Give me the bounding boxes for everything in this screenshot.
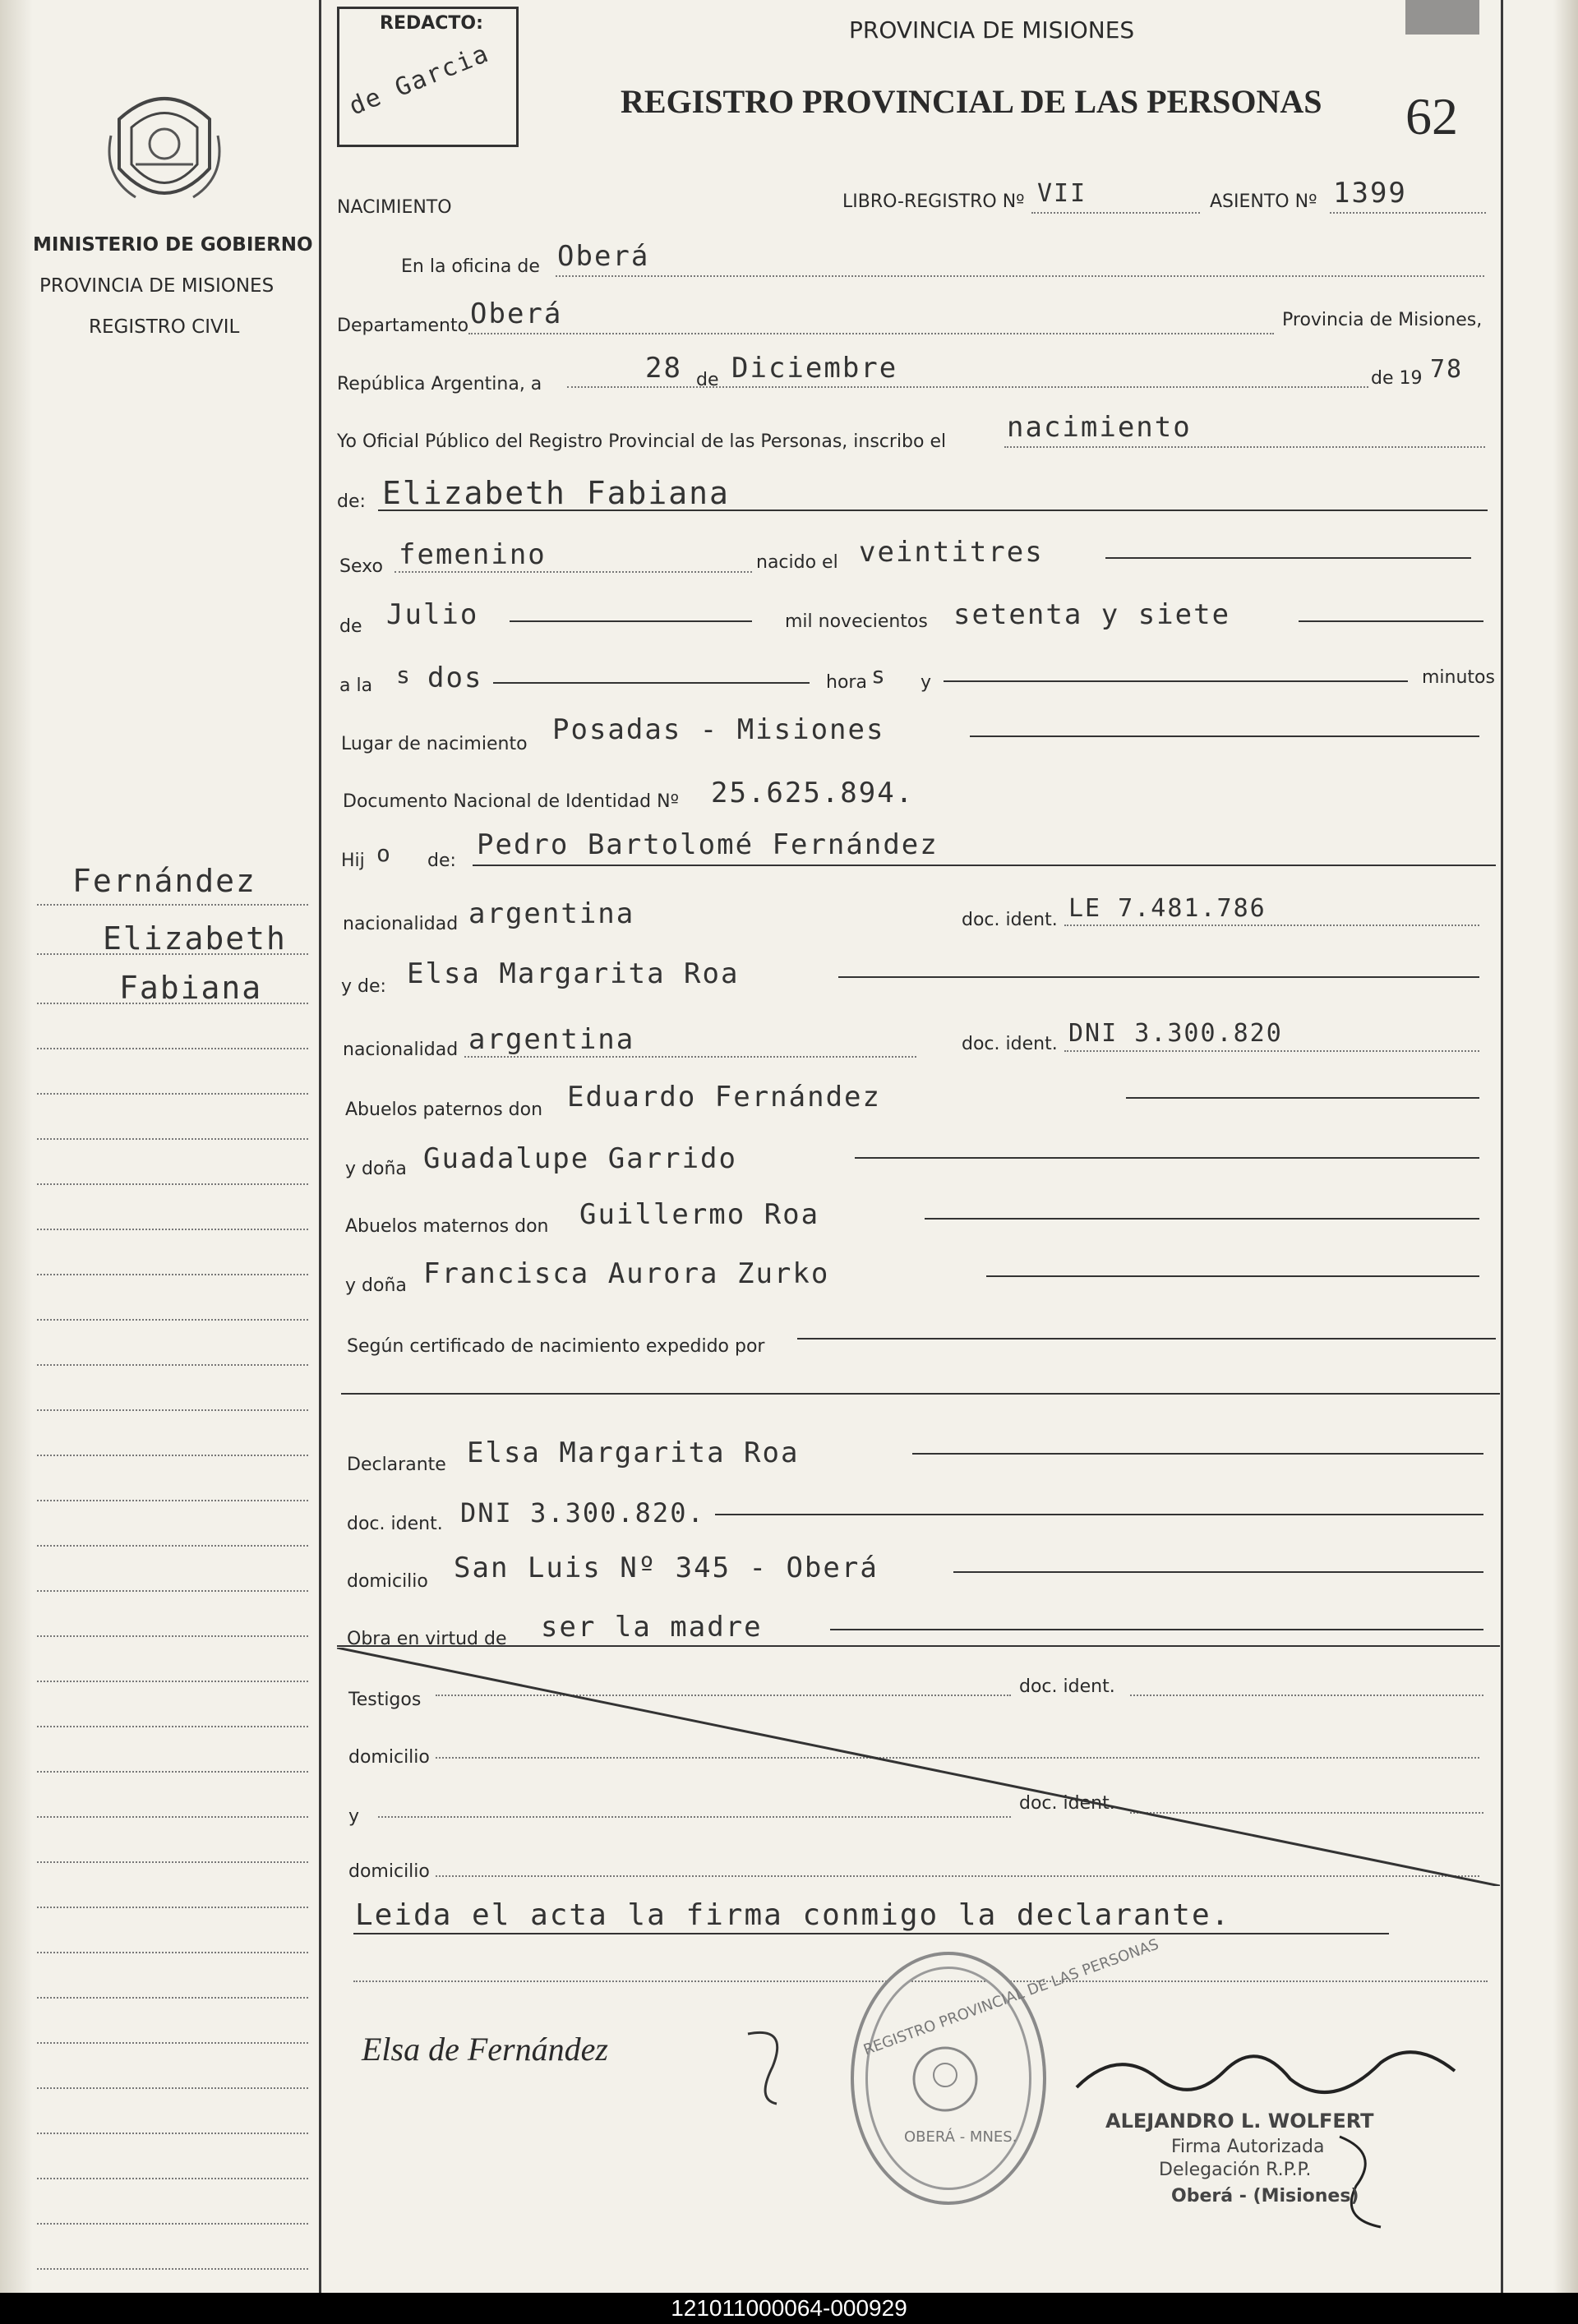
provincia-label: Provincia de Misiones,	[1282, 310, 1483, 330]
certificado-label: Según certificado de nacimiento expedido por	[347, 1336, 765, 1357]
margin-note-first-name: Elizabeth	[103, 920, 287, 957]
margin-note-second-name: Fabiana	[119, 970, 263, 1006]
testigo1-doc-label: doc. ident.	[1019, 1676, 1115, 1697]
registry-title: REGISTRO PROVINCIAL DE LAS PERSONAS	[621, 83, 1322, 120]
oficina-value: Oberá	[557, 240, 650, 273]
official-place: Oberá - (Misiones)	[1171, 2186, 1359, 2206]
sexo-label: Sexo	[339, 556, 383, 577]
horas-suffix: s	[871, 662, 887, 689]
libro-value: VII	[1037, 179, 1087, 208]
page-number: 62	[1405, 87, 1458, 145]
right-margin-line	[1501, 0, 1503, 2293]
declarante-doc-label: doc. ident.	[347, 1514, 443, 1534]
hijo-label: Hij	[341, 851, 365, 871]
declarante-signature: Elsa de Fernández	[362, 2031, 608, 2068]
margin-note-surname: Fernández	[72, 863, 256, 899]
stamp-sub: OBERÁ - MNES.	[904, 2128, 1017, 2146]
y-label: y	[920, 672, 932, 693]
horas-label: hora	[826, 672, 867, 693]
abuelo-materno: Guillermo Roa	[579, 1198, 820, 1231]
record-type: NACIMIENTO	[337, 197, 452, 218]
right-shadow	[1553, 0, 1578, 2293]
dni-label: Documento Nacional de Identidad Nº	[343, 791, 679, 812]
hora-value: dos	[427, 662, 483, 694]
departamento-value: Oberá	[470, 297, 563, 330]
testigos-label: Testigos	[348, 1690, 422, 1710]
redacto-value: de Garcia	[345, 39, 494, 122]
redacto-label: REDACTO:	[380, 13, 483, 34]
abuelo-paterno: Eduardo Fernández	[567, 1081, 881, 1114]
madre-nacionalidad: argentina	[468, 1023, 635, 1056]
hijo-suffix: o	[376, 840, 392, 867]
lugar-label: Lugar de nacimiento	[341, 734, 528, 754]
left-shadow	[0, 0, 33, 2293]
nombre-label: de:	[337, 491, 366, 512]
padre-nacionalidad: argentina	[468, 897, 635, 930]
stamp-emblem-icon	[908, 2042, 982, 2116]
abuela-materna: Francisca Aurora Zurko	[423, 1257, 830, 1290]
barcode-footer: 121011000064-000929	[0, 2293, 1578, 2324]
madre-de-label: y de:	[341, 976, 386, 997]
nacido-mes: Julio	[386, 598, 479, 631]
left-province-label: PROVINCIA DE MISIONES	[39, 275, 275, 297]
madre-doc-label: doc. ident.	[962, 1034, 1058, 1054]
declarante-label: Declarante	[347, 1455, 446, 1475]
asiento-label: ASIENTO Nº	[1210, 191, 1317, 212]
fecha-dia: 28	[645, 352, 682, 385]
testigo2-y-label: y	[348, 1806, 360, 1827]
obra-label: Obra en virtud de	[347, 1629, 507, 1649]
province-header: PROVINCIA DE MISIONES	[849, 16, 1135, 44]
torn-mark	[1405, 0, 1479, 35]
oficina-label: En la oficina de	[401, 256, 540, 277]
padre-de-label: de:	[427, 851, 456, 871]
domicilio-label: domicilio	[347, 1571, 428, 1592]
madre-nacionalidad-label: nacionalidad	[343, 1040, 459, 1060]
testigo2-doc-label: doc. ident.	[1019, 1793, 1115, 1814]
domicilio-value: San Luis Nº 345 - Oberá	[454, 1552, 879, 1584]
lugar-value: Posadas - Misiones	[552, 713, 885, 746]
cancel-diagonal	[337, 1648, 1500, 1886]
a-la-label: a la	[339, 676, 373, 696]
sexo-value: femenino	[399, 538, 547, 571]
nombre-value: Elizabeth Fabiana	[382, 475, 730, 511]
inscribo-value: nacimiento	[1007, 411, 1192, 444]
nacido-label: nacido el	[756, 552, 838, 573]
minutos-label: minutos	[1422, 667, 1495, 688]
civil-registry-label: REGISTRO CIVIL	[89, 316, 240, 338]
a-la-value: s	[396, 662, 412, 689]
dni-value: 25.625.894.	[711, 777, 915, 809]
fecha-anio: 78	[1430, 355, 1464, 384]
padre-doc-label: doc. ident.	[962, 910, 1058, 930]
madre-name: Elsa Margarita Roa	[407, 957, 740, 990]
fecha-de-label: de	[696, 370, 719, 390]
anio-label: de 19	[1371, 368, 1423, 389]
nacido-de-label: de	[339, 616, 362, 637]
obra-value: ser la madre	[541, 1611, 763, 1644]
abuelos-paternos-label: Abuelos paternos don	[345, 1100, 543, 1120]
abuela-materna-label: y doña	[345, 1275, 407, 1296]
signature-flourish	[740, 2017, 797, 2108]
padre-name: Pedro Bartolomé Fernández	[477, 828, 939, 861]
declarante-name: Elsa Margarita Roa	[467, 1436, 800, 1469]
official-delegation: Delegación R.P.P.	[1159, 2160, 1312, 2180]
nacido-anio: setenta y siete	[953, 598, 1231, 631]
padre-doc: LE 7.481.786	[1068, 894, 1267, 923]
libro-label: LIBRO-REGISTRO Nº	[842, 191, 1025, 212]
republica-label: República Argentina, a	[337, 374, 542, 394]
leida-text: Leida el acta la firma conmigo la declarante.	[355, 1898, 1231, 1932]
declarante-doc: DNI 3.300.820.	[460, 1497, 705, 1529]
padre-nacionalidad-label: nacionalidad	[343, 914, 459, 934]
oficial-text: Yo Oficial Público del Registro Provincial de las Personas, inscribo el	[337, 431, 947, 452]
testigo2-domicilio-label: domicilio	[348, 1861, 430, 1882]
nacido-dia: veintitres	[859, 536, 1044, 569]
abuela-paterna-label: y doña	[345, 1159, 407, 1179]
abuela-paterna: Guadalupe Garrido	[423, 1142, 737, 1175]
fecha-mes: Diciembre	[731, 352, 898, 385]
official-name: ALEJANDRO L. WOLFERT	[1105, 2110, 1374, 2133]
madre-doc: DNI 3.300.820	[1068, 1019, 1283, 1048]
official-role: Firma Autorizada	[1171, 2137, 1325, 2157]
ministry-label: MINISTERIO DE GOBIERNO	[33, 234, 313, 256]
testigo1-domicilio-label: domicilio	[348, 1747, 430, 1768]
mil-label: mil novecientos	[785, 611, 928, 632]
left-margin-line	[319, 0, 321, 2293]
asiento-value: 1399	[1333, 177, 1407, 210]
departamento-label: Departamento	[337, 316, 469, 336]
stamp-text: REGISTRO PROVINCIAL DE LAS PERSONAS	[861, 1935, 1161, 2059]
abuelos-maternos-label: Abuelos maternos don	[345, 1216, 549, 1237]
coat-of-arms-icon	[103, 86, 226, 218]
